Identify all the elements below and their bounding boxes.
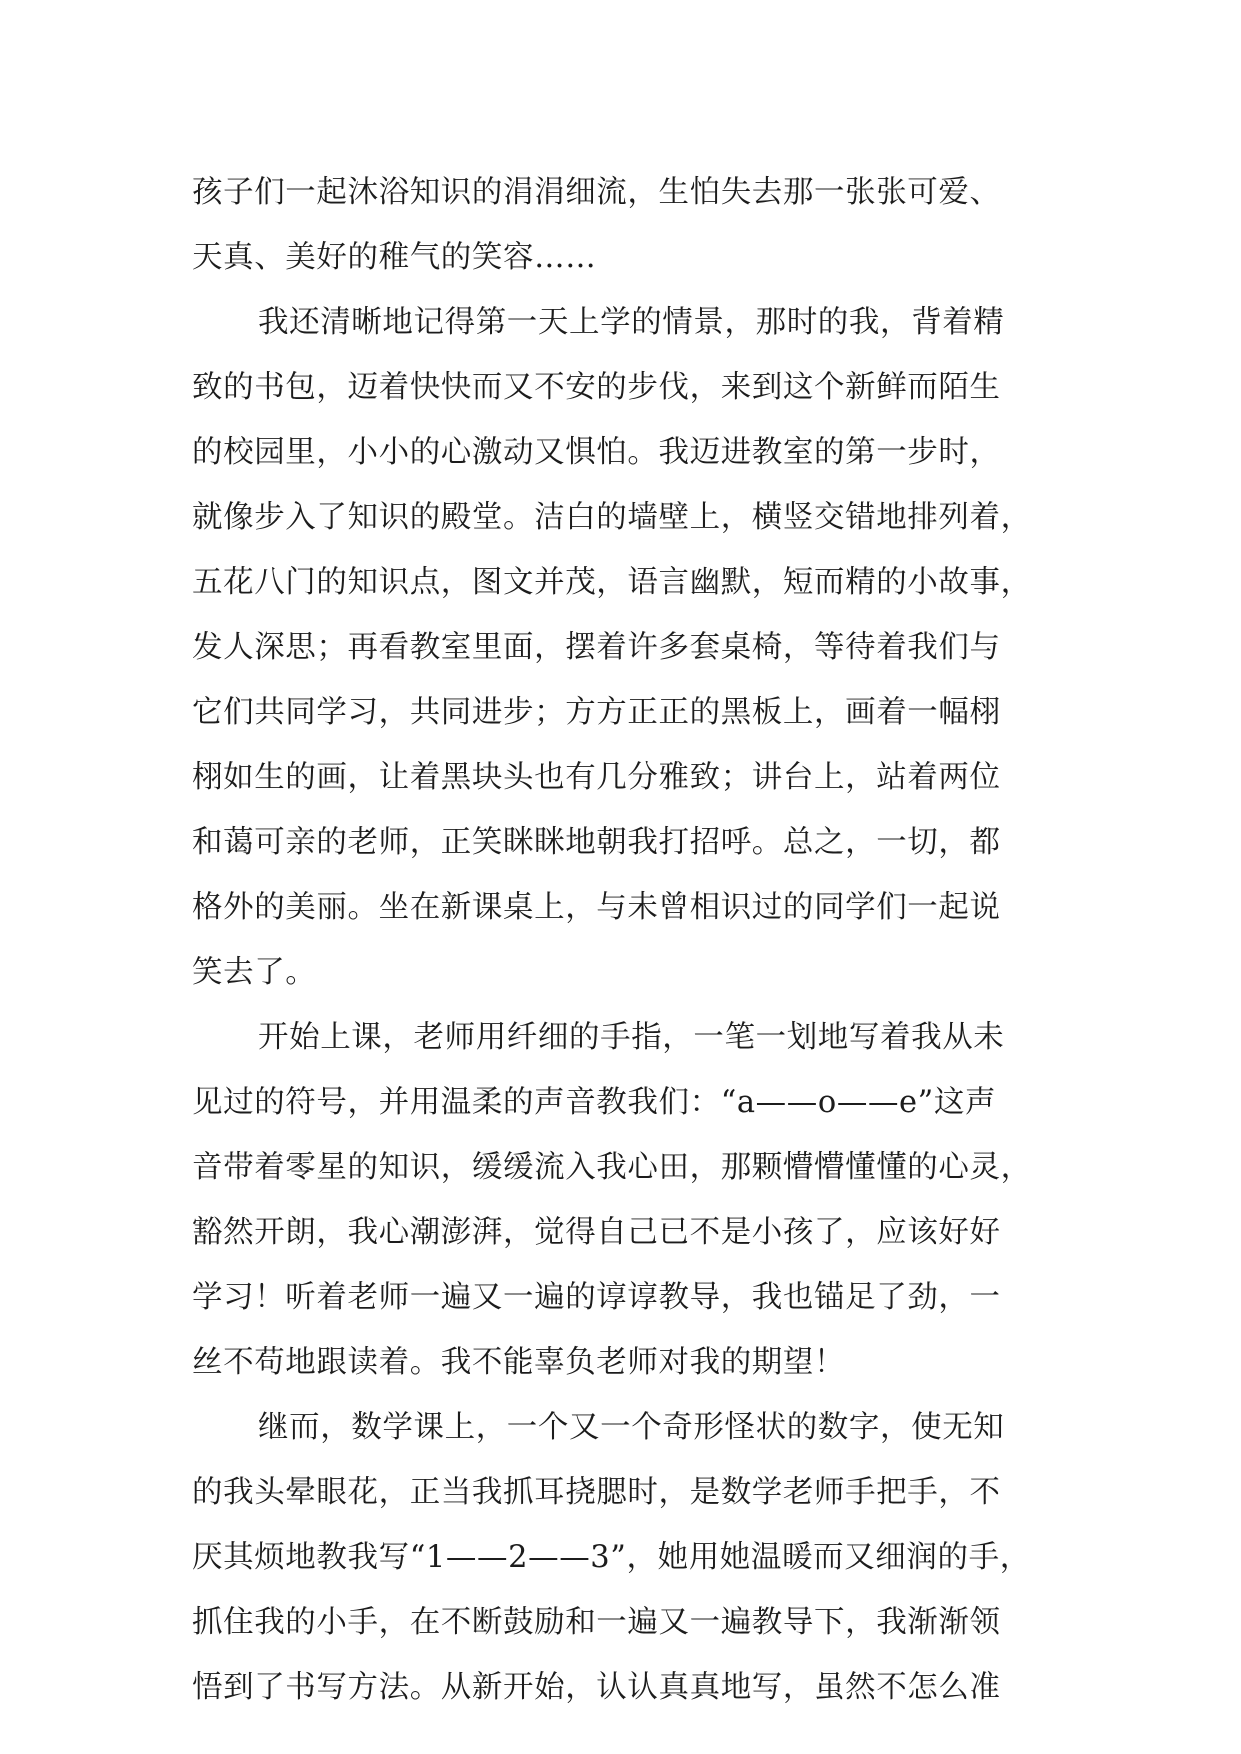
text-line: 丝不苟地跟读着。我不能辜负老师对我的期望！ [192,1345,846,1380]
text-line: 继而，数学课上，一个又一个奇形怪状的数字，使无知 [258,1410,1005,1445]
text-line: 抓住我的小手，在不断鼓励和一遍又一遍教导下，我渐渐领 [192,1605,1001,1640]
text-line: 厌其烦地教我写“1——2——3”，她用她温暖而又细润的手， [192,1540,1031,1575]
text-line: 悟到了书写方法。从新开始，认认真真地写，虽然不怎么准 [192,1670,1001,1705]
text-line: 学习！听着老师一遍又一遍的谆谆教导，我也锚足了劲，一 [192,1280,1001,1315]
text-line: 致的书包，迈着快快而又不安的步伐，来到这个新鲜而陌生 [192,370,1001,405]
text-line: 笑去了。 [192,955,317,990]
text-line: 和蔼可亲的老师，正笑眯眯地朝我打招呼。总之，一切，都 [192,825,1001,860]
text-line: 孩子们一起沐浴知识的涓涓细流，生怕失去那一张张可爱、 [192,175,1001,210]
text-line: 五花八门的知识点，图文并茂，语言幽默，短而精的小故事， [192,565,1032,600]
text-line: 格外的美丽。坐在新课桌上，与未曾相识过的同学们一起说 [192,890,1001,925]
text-line: 它们共同学习，共同进步；方方正正的黑板上，画着一幅栩 [192,695,1001,730]
text-line: 就像步入了知识的殿堂。洁白的墙壁上，横竖交错地排列着， [192,500,1032,535]
text-line: 的校园里，小小的心激动又惧怕。我迈进教室的第一步时， [192,435,1001,470]
text-line: 音带着零星的知识，缓缓流入我心田，那颗懵懵懂懂的心灵， [192,1150,1032,1185]
text-line: 栩如生的画，让着黑块头也有几分雅致；讲台上，站着两位 [192,760,1001,795]
text-line: 开始上课，老师用纤细的手指，一笔一划地写着我从未 [258,1020,1005,1055]
text-line: 天真、美好的稚气的笑容…… [192,240,597,275]
text-line: 豁然开朗，我心潮澎湃，觉得自己已不是小孩了，应该好好 [192,1215,1001,1250]
text-line: 的我头晕眼花，正当我抓耳挠腮时，是数学老师手把手，不 [192,1475,1001,1510]
text-line: 我还清晰地记得第一天上学的情景，那时的我，背着精 [258,305,1005,340]
text-line: 见过的符号，并用温柔的声音教我们：“a——o——e”这声 [192,1085,997,1120]
text-line: 发人深思；再看教室里面，摆着许多套桌椅，等待着我们与 [192,630,1001,665]
body-text [192,160,1072,1720]
